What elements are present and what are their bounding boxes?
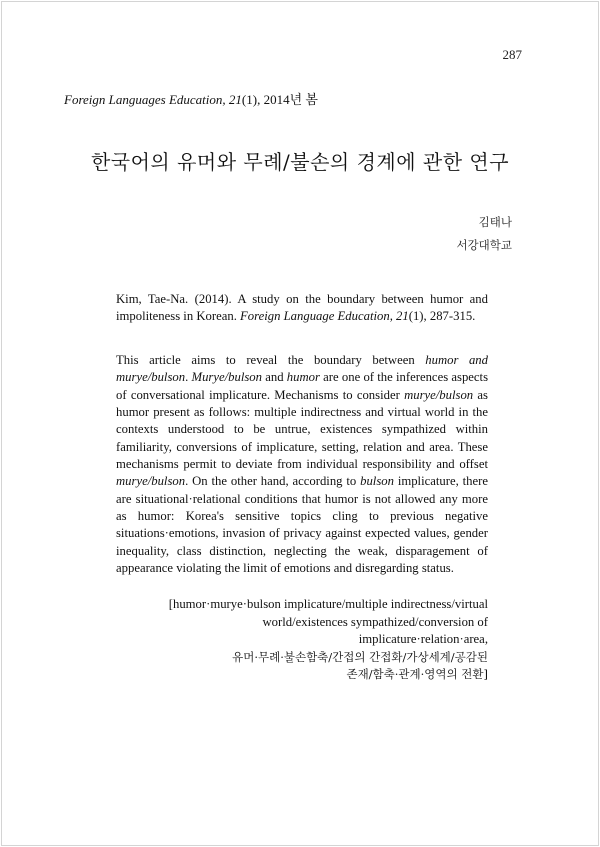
paper-title: 한국어의 유머와 무례/불손의 경계에 관한 연구 bbox=[90, 150, 510, 174]
abstract-term: humor bbox=[286, 370, 320, 385]
journal-header bbox=[64, 89, 318, 108]
abstract-term: humor and murye/bulson bbox=[116, 353, 488, 385]
page-number: 287 bbox=[502, 47, 522, 62]
journal-volume: 21 bbox=[228, 92, 242, 107]
citation-prefix: Kim, Tae-Na. (2014). A study on the boundary between humor and impoliteness in Korean. bbox=[116, 292, 488, 323]
abstract-text: implicature, there are situational·relational conditions that humor is not allowed any more as humor: Korea's sensitive topics cling to previous negative situations·emotions, invasion of privacy against expected values, gender inequality, class distinction, neglecting the weak, disparagement of appearance violating the limit of emotions and disregarding status. bbox=[116, 474, 488, 576]
author-name: 김태나 bbox=[478, 215, 512, 229]
journal-name: Foreign Languages Education, bbox=[64, 92, 226, 107]
citation bbox=[116, 291, 488, 325]
citation-volume: 21 bbox=[396, 309, 409, 323]
author-affiliation: 서강대학교 bbox=[456, 238, 512, 252]
citation-suffix: (1), 287-315. bbox=[408, 309, 476, 323]
abstract-term: Murye/bulson bbox=[191, 370, 262, 385]
abstract-text: are one of the inferences aspects of conversational implicature. Mechanisms to consider bbox=[116, 370, 489, 402]
abstract-term: murye/bulson bbox=[404, 387, 474, 402]
keywords-line-korean: 존재/함축·관계·영역의 전환] bbox=[346, 667, 488, 681]
abstract-text: . On the other hand, according to bbox=[185, 474, 361, 489]
keywords bbox=[128, 596, 488, 684]
abstract-text: This article aims to reveal the boundary between bbox=[116, 353, 426, 367]
keywords-line: world/existences sympathized/conversion of bbox=[262, 614, 488, 629]
citation-journal: Foreign Language Education, bbox=[240, 309, 393, 323]
abstract-term: bulson bbox=[360, 474, 394, 489]
keywords-line-korean: 유머·무례·불손함축/간접의 간접화/가상세계/공감된 bbox=[232, 649, 488, 664]
abstract-text: . bbox=[185, 370, 192, 385]
keywords-line: [humor·murye·bulson implicature/multiple indirectness/virtual bbox=[168, 597, 488, 611]
abstract-term: murye/bulson bbox=[116, 474, 186, 489]
abstract bbox=[116, 352, 488, 577]
keywords-line: implicature·relation·area, bbox=[358, 632, 488, 646]
journal-issue-season: (1), 2014년 봄 bbox=[241, 92, 318, 107]
abstract-text: as humor present as follows: multiple indirectness and virtual world in the contexts understood to be untrue, existences sympathized within familiarity, conversions of implicature, setting, relation and area. These mechanisms permit to deviate from individual responsibility and offset bbox=[116, 387, 488, 472]
abstract-text: and bbox=[261, 370, 287, 385]
